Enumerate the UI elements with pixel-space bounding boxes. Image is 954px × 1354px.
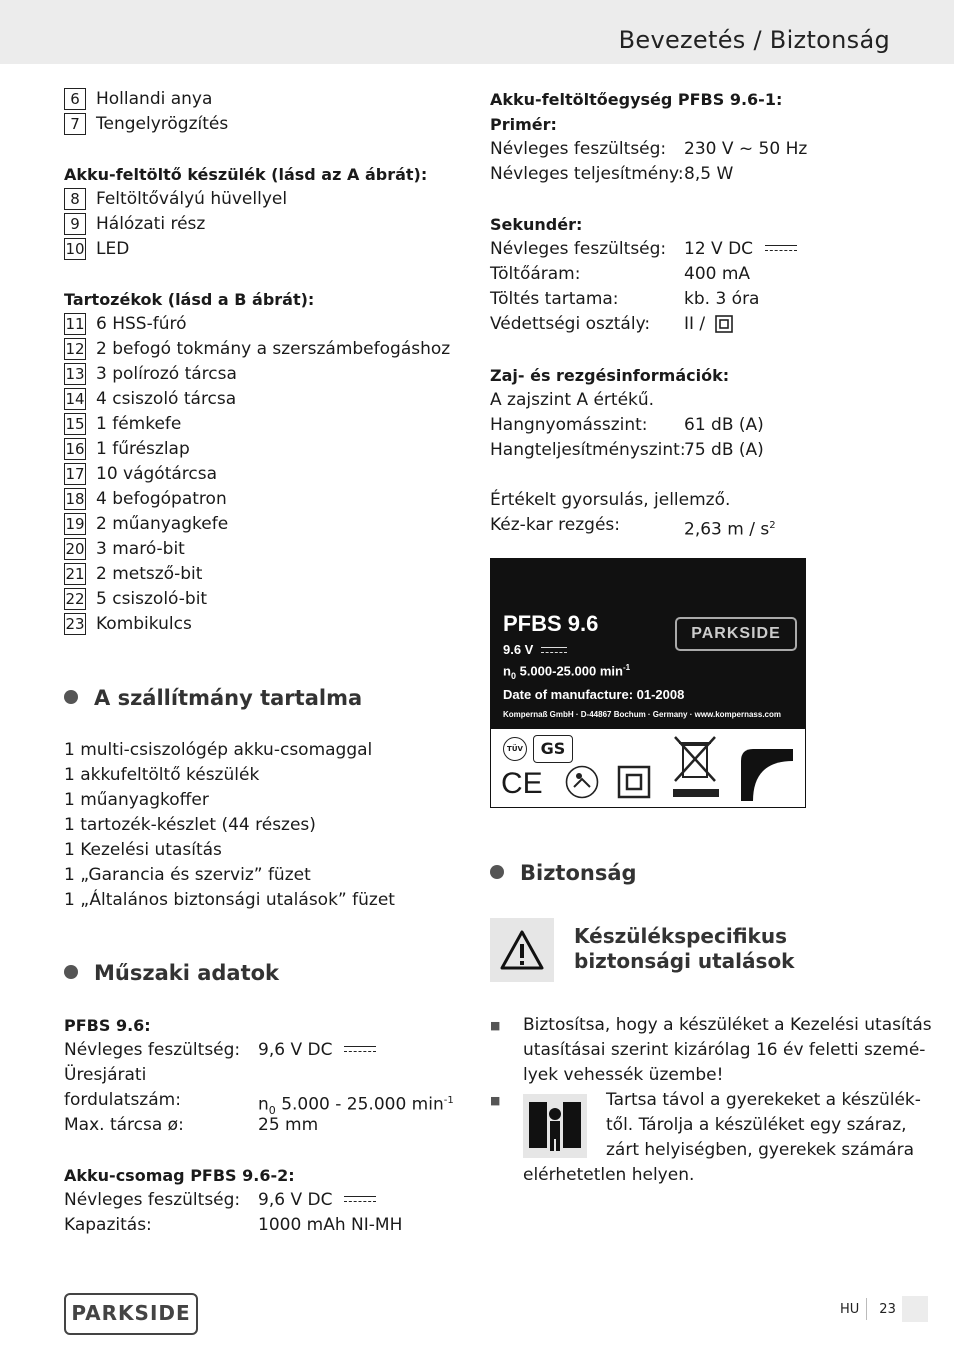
list-item: 6 Hollandi anya — [64, 87, 212, 112]
label-date: Date of manufacture: 01-2008 — [503, 687, 685, 702]
bullet-item — [490, 1013, 524, 1039]
spec-label: Kéz-kar rezgés: — [490, 515, 621, 535]
footer-divider — [866, 1298, 867, 1320]
bullet-item — [490, 1088, 524, 1114]
class-ii-insulation-icon — [617, 765, 651, 799]
dc-symbol-icon — [765, 245, 797, 253]
footer-page-info: HU 23 — [840, 1302, 896, 1317]
list-item: 11 6 HSS-fúró — [65, 314, 187, 334]
weee-bin-icon — [671, 731, 721, 801]
dc-symbol-icon — [541, 647, 567, 655]
warning-sign-box — [490, 918, 554, 982]
spec-label: Hangteljesítményszint: — [490, 440, 686, 460]
secondary-title: Sekundér: — [490, 215, 583, 234]
spec-label: Kapazitás: — [64, 1215, 152, 1235]
spec-label: Töltőáram: — [490, 264, 581, 284]
square-bullet-icon: ■ — [490, 1019, 501, 1032]
bullet-text-line: lyek vehessék üzembe! — [523, 1065, 724, 1085]
spec-value: 25 mm — [258, 1115, 319, 1135]
accessories-title: Tartozékok (lásd a B ábrát): — [64, 290, 315, 309]
pfbs-title: PFBS 9.6: — [64, 1016, 151, 1035]
spec-value: 1000 mAh NI-MH — [258, 1215, 403, 1235]
spec-value: 9,6 V DC — [258, 1038, 376, 1063]
list-item: 9 Hálózati rész — [64, 212, 205, 237]
read-manual-icon — [565, 765, 599, 799]
spec-label: Névleges feszültség: — [64, 1040, 241, 1060]
spec-value: 61 dB (A) — [684, 415, 764, 435]
ce-mark-icon: CE — [501, 767, 543, 800]
list-item: 8 Feltöltővályú hüvellyel — [64, 187, 287, 212]
dc-symbol-icon — [344, 1196, 376, 1204]
spec-label: Hangnyomásszint: — [490, 415, 648, 435]
spec-label: Névleges feszültség: — [490, 239, 667, 259]
bullet-text-line: utasításai szerint kizárólag 16 év feletti szemé- — [523, 1040, 926, 1060]
list-item: 7 Tengelyrögzítés — [64, 112, 228, 137]
list-item: 1 Kezelési utasítás — [64, 840, 222, 860]
spec-label: fordulatszám: — [64, 1090, 181, 1110]
charger-title: Akku-feltöltő készülék (lásd az A ábrát): — [64, 165, 428, 184]
bullet-text-line: Biztosítsa, hogy a készüléket a Kezelési utasítás — [523, 1015, 932, 1035]
spec-value: 9,6 V DC — [258, 1188, 376, 1213]
bullet-text-line: től. Tárolja a készüléket egy száraz, — [606, 1115, 907, 1135]
spec-value: kb. 3 óra — [684, 289, 760, 309]
parkside-logo: PARKSIDE — [64, 1293, 198, 1335]
list-item: 17 10 vágótárcsa — [65, 464, 218, 484]
gs-mark-icon: GS — [533, 735, 573, 763]
spec-label: Névleges teljesítmény: — [490, 164, 684, 184]
class-ii-insulation-icon — [715, 315, 733, 333]
list-item: 18 4 befogópatron — [65, 489, 227, 509]
page-header — [0, 0, 954, 64]
label-model: PFBS 9.6 — [503, 611, 599, 636]
square-bullet-icon: ■ — [490, 1094, 501, 1107]
spec-value: 230 V ~ 50 Hz — [684, 139, 808, 159]
safety-heading: Biztonság — [490, 861, 637, 885]
spec-label: Töltés tartama: — [490, 289, 619, 309]
spec-label: Névleges feszültség: — [490, 139, 667, 159]
warning-triangle-icon — [490, 918, 554, 982]
bullet-text-line: zárt helyiségben, gyerekek számára — [606, 1140, 914, 1160]
list-item: 1 multi-csiszológép akku-csomaggal — [64, 740, 373, 760]
rating-label-image — [490, 558, 806, 808]
list-item: 20 3 maró-bit — [65, 539, 185, 559]
spec-value: 8,5 W — [684, 164, 734, 184]
spec-value: 75 dB (A) — [684, 440, 764, 460]
label-voltage: 9.6 V — [503, 642, 567, 657]
bullet-text-line: Tartsa távol a gyerekeket a készülék- — [606, 1090, 921, 1110]
keep-children-away-box — [523, 1094, 587, 1158]
charger-unit-title: Akku-feltöltőegység PFBS 9.6-1: — [490, 90, 783, 109]
parkside-logo-label: PARKSIDE — [675, 617, 797, 651]
spec-value: II / — [684, 312, 733, 337]
bullet-dot-icon — [490, 865, 504, 879]
spec-label: Üresjárati — [64, 1065, 147, 1085]
list-item: 23 Kombikulcs — [65, 614, 192, 634]
safety-subheading-line1: Készülékspecifikus — [574, 924, 787, 948]
bullet-dot-icon — [64, 690, 78, 704]
spec-value: $n_0$ 5.000 - 25.000 $\min^{-1}$ — [258, 1094, 454, 1118]
spec-label: Védettségi osztály: — [490, 314, 651, 334]
spec-value: 400 mA — [684, 264, 751, 284]
spec-label: Névleges feszültség: — [64, 1190, 241, 1210]
accel-intro: Értékelt gyorsulás, jellemző. — [490, 490, 731, 510]
list-item: 21 2 metsző-bit — [65, 564, 203, 584]
recycling-corner-icon — [739, 747, 795, 803]
tuv-icon: TÜV — [503, 737, 527, 761]
list-item: 13 3 polírozó tárcsa — [65, 364, 237, 384]
spec-value: 2,63 m / $s^2$ — [684, 519, 776, 540]
rating-label-dark-area — [491, 559, 805, 729]
list-item: 10 LED — [65, 239, 130, 259]
safety-subheading-line2: biztonsági utalások — [574, 949, 795, 973]
list-item: 14 4 csiszoló tárcsa — [65, 389, 237, 409]
primary-title: Primér: — [490, 115, 557, 134]
list-item: 1 tartozék-készlet (44 részes) — [64, 815, 316, 835]
spec-value: 12 V DC — [684, 237, 797, 262]
list-item: 16 1 fűrészlap — [65, 439, 190, 459]
keep-away-from-children-icon — [523, 1094, 587, 1158]
footer-corner-box — [902, 1296, 928, 1322]
noise-title: Zaj- és rezgésinformációk: — [490, 366, 730, 385]
delivery-heading: A szállítmány tartalma — [64, 686, 362, 710]
list-item: 1 „Garancia és szerviz” füzet — [64, 865, 311, 885]
bullet-text-line: elérhetetlen helyen. — [523, 1165, 695, 1185]
page-title: Bevezetés / Biztonság — [618, 26, 890, 54]
tech-heading: Műszaki adatok — [64, 961, 279, 985]
label-speed: $n_0$ 5.000-25.000 $\min^{-1}$ — [503, 663, 631, 681]
dc-symbol-icon — [344, 1046, 376, 1054]
list-item: 12 2 befogó tokmány a szerszámbefogáshoz — [65, 339, 451, 359]
list-item: 15 1 fémkefe — [65, 414, 182, 434]
bullet-dot-icon — [64, 965, 78, 979]
list-item: 1 „Általános biztonsági utalások” füzet — [64, 890, 395, 910]
spec-label: Max. tárcsa ø: — [64, 1115, 184, 1135]
label-company: Kompernaß GmbH · D-44867 Bochum · Germany · www.kompernass.com — [503, 710, 781, 719]
list-item: 1 akkufeltöltő készülék — [64, 765, 260, 785]
list-item: 22 5 csiszoló-bit — [65, 589, 208, 609]
list-item: 1 műanyagkoffer — [64, 790, 209, 810]
list-item: 19 2 műanyagkefe — [65, 514, 229, 534]
pack-title: Akku-csomag PFBS 9.6-2: — [64, 1166, 295, 1185]
noise-intro: A zajszint A értékű. — [490, 390, 655, 410]
